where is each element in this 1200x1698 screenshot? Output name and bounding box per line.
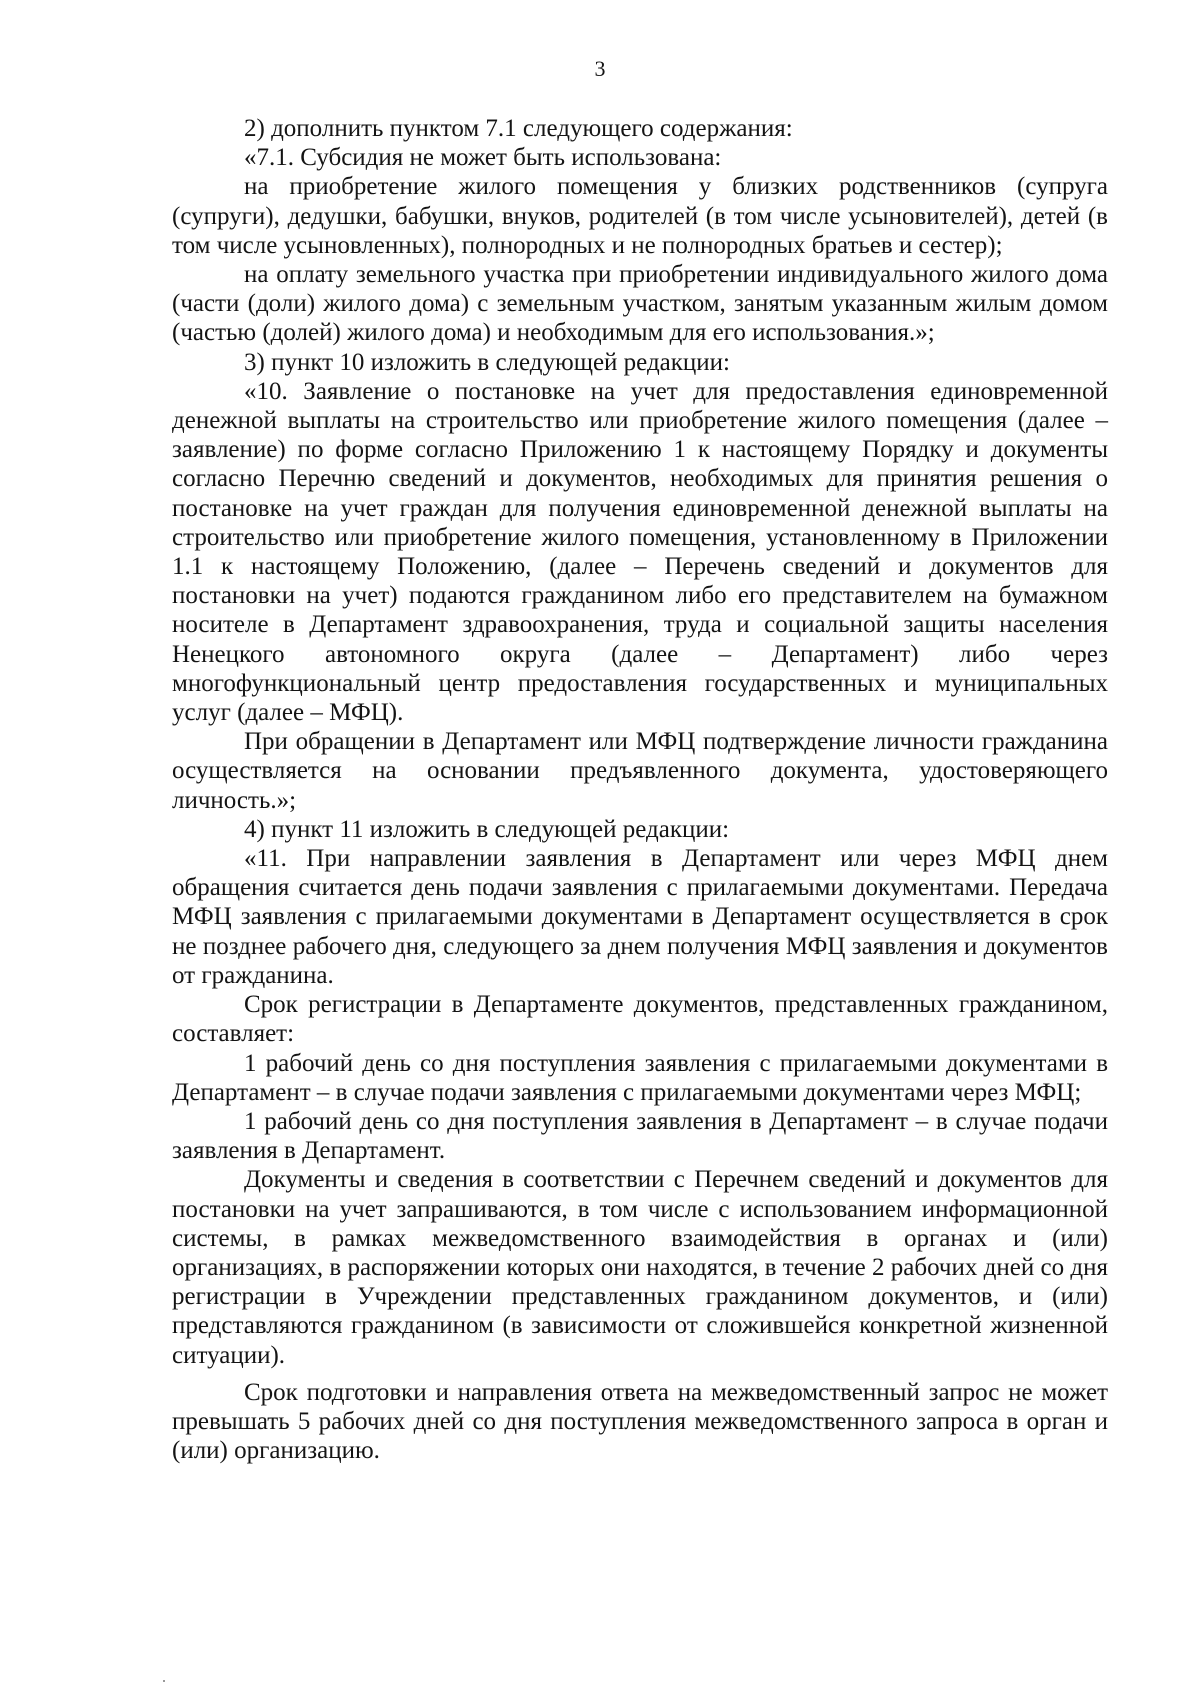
paragraph-land-plot-restriction: на оплату земельного участка при приобретении индивидуального жилого дома (части (доли) жилого дома) с земельным участком, занятым указанным жилым домом (частью (долей) жилого дома) и необходимым для его использования.»; <box>172 261 1108 347</box>
paragraph-response-term: Срок подготовки и направления ответа на межведомственный запрос не может превышать 5 рабочих дней со дня поступления межведомственного запроса в орган и (или) организацию. <box>172 1378 1108 1465</box>
paragraph-clause-10: «10. Заявление о постановке на учет для предоставления единовременной денежной выплаты на строительство или приобретение жилого помещения (далее – заявление) по форме согласно Приложению 1 к настоящему Порядку и документы согласно Перечню сведений и документов, необходимых для принятия решения о постановке на учет граждан для получения единовременной денежной выплаты на строительство или приобретение жилого помещения, установленному в Приложении 1.1 к настоящему Положению, (далее – Перечень сведений и документов для постановки на учет) подаются гражданином либо его представителем на бумажном носителе в Департамент здравоохранения, труда и социальной защиты населения Ненецкого автономного округа (далее – Департамент) либо через многофункциональный центр предоставления государственных и муниципальных услуг (далее – МФЦ). <box>172 377 1108 727</box>
paragraph-identity-verification: При обращении в Департамент или МФЦ подтверждение личности гражданина осуществляется на основании предъявленного документа, удостоверяющего личность.»; <box>172 728 1108 814</box>
document-body <box>172 114 1108 1465</box>
paragraph-term-department: 1 рабочий день со дня поступления заявления в Департамент – в случае подачи заявления в Департамент. <box>172 1107 1108 1165</box>
paragraph-term-mfc: 1 рабочий день со дня поступления заявления с прилагаемыми документами в Департамент – в случае подачи заявления с прилагаемыми документами через МФЦ; <box>172 1049 1108 1106</box>
paragraph-clause-11: «11. При направлении заявления в Департамент или через МФЦ днем обращения считается день подачи заявления с прилагаемыми документами. Передача МФЦ заявления с прилагаемыми документами в Департамент осуществляется в срок не позднее рабочего дня, следующего за днем получения МФЦ заявления и документов от гражданина. <box>172 845 1108 989</box>
paragraph-item-4-intro: 4) пункт 11 изложить в следующей редакции: <box>244 815 730 843</box>
paragraph-item-3-intro: 3) пункт 10 изложить в следующей редакции: <box>244 348 730 376</box>
scan-artifact-dot <box>163 1680 165 1682</box>
paragraph-documents-request: Документы и сведения в соответствии с Перечнем сведений и документов для постановки на учет запрашиваются, в том числе с использованием информационной системы, в рамках межведомственного взаимодействия в органах и (или) организациях, в распоряжении которых они находятся, в течение 2 рабочих дней со дня регистрации в Учреждении представленных гражданином документов, и (или) представляются гражданином (в зависимости от сложившейся конкретной жизненной ситуации). <box>172 1166 1108 1369</box>
paragraph-item-2-intro: 2) дополнить пунктом 7.1 следующего содержания: <box>244 115 793 142</box>
paragraph-registration-term: Срок регистрации в Департаменте документов, представленных гражданином, составляет: <box>172 991 1108 1048</box>
paragraph-relatives-restriction: на приобретение жилого помещения у близких родственников (супруга (супруги), дедушки, бабушки, внуков, родителей (в том числе усыновителей), детей (в том числе усыновленных), полнородных и не полнородных братьев и сестер); <box>172 173 1108 259</box>
paragraph-clause-7-1: «7.1. Субсидия не может быть использована: <box>244 144 722 172</box>
page-number: 3 <box>594 56 606 81</box>
